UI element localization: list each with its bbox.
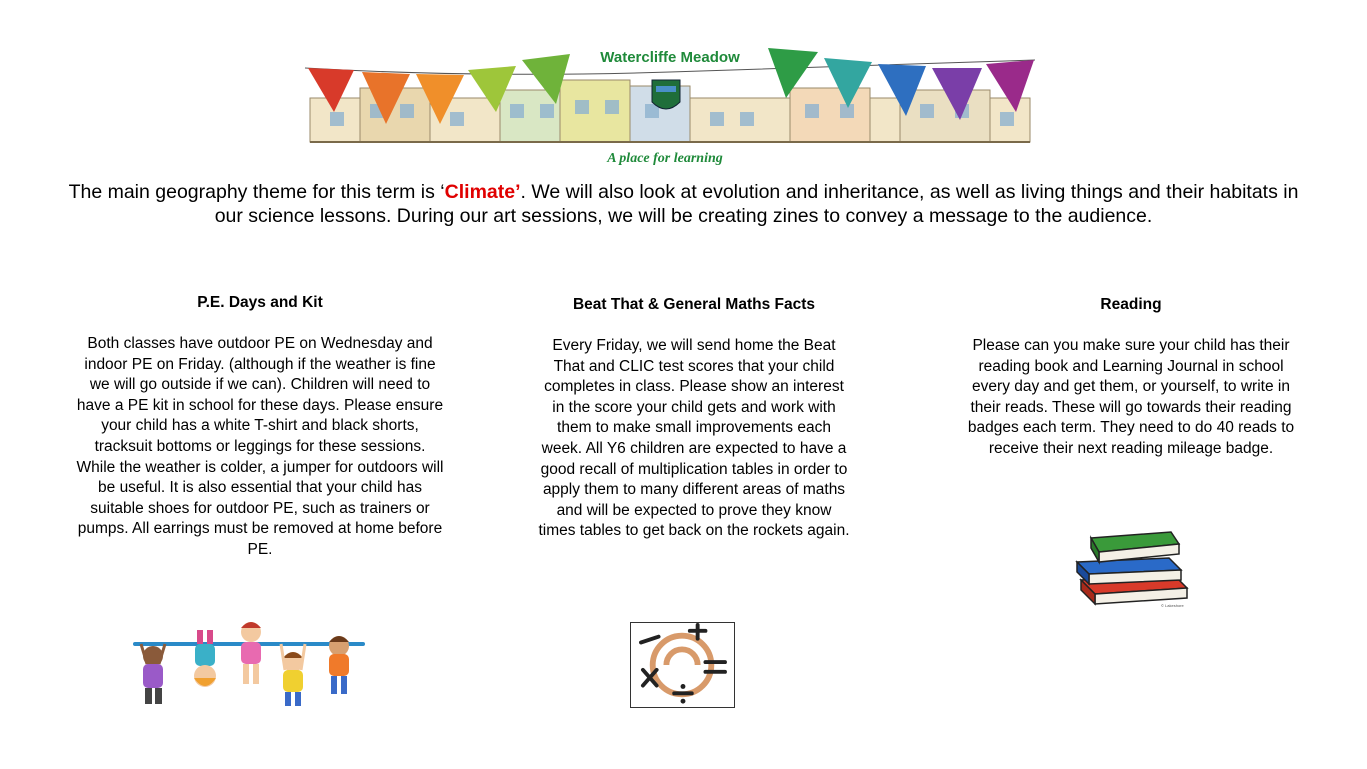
maths-section [538, 295, 850, 542]
reading-title: Reading [1100, 296, 1162, 313]
maths-title: Beat That & General Maths Facts [572, 296, 816, 313]
intro-paragraph [60, 180, 1307, 228]
intro-before: The main geography theme for this term is ‘ [68, 181, 445, 203]
school-name: Watercliffe Meadow [600, 49, 740, 66]
books-credit: © Lakeshore [1161, 603, 1184, 608]
school-building-illustration [310, 80, 1030, 142]
books-stack-image [1067, 518, 1195, 610]
pe-body: Both classes have outdoor PE on Wednesday and indoor PE on Friday. (although if the weather is fine we will go outside if we can). Children will need to have a PE kit in school for these days. Please ensure your child has a white T-shirt and black shorts, tracksuit bottoms or leggings for these sessions. While the weather is colder, a jumper for outdoors will be useful. It is also essential that your child has suitable shoes for outdoor PE, such as trainers or pumps. All earrings must be removed at home before PE. [76, 335, 444, 558]
intro-after: . We will also look at evolution and inheritance, as well as living things and their habitats in our science lessons. During our art sessions, we will be creating zines to convey a message to the audience. [214, 181, 1299, 227]
maths-body: Every Friday, we will send home the Beat That and CLIC test scores that your child completes in class. Please show an interest in the score your child gets and work with them to make small improvements each week. All Y6 children are expected to have a good recall of multiplication tables in order to apply them to many different areas of maths and will be expected to prove they know times tables to get back on the rockets again. [538, 337, 850, 540]
maths-symbols-image [630, 622, 735, 708]
school-banner [300, 20, 1040, 170]
intro-highlight: Climate’ [444, 181, 521, 203]
children-exercise-illustration [133, 620, 365, 708]
reading-body: Please can you make sure your child has their reading book and Learning Journal in school every day and get them, or yourself, to write in their reads. These will go towards their reading badges each term. They need to do 40 reads to receive their next reading mileage badge. [967, 337, 1295, 457]
pe-title: P.E. Days and Kit [197, 294, 323, 311]
reading-section [966, 295, 1296, 460]
pe-section [76, 293, 444, 561]
school-tagline: A place for learning [607, 151, 723, 166]
